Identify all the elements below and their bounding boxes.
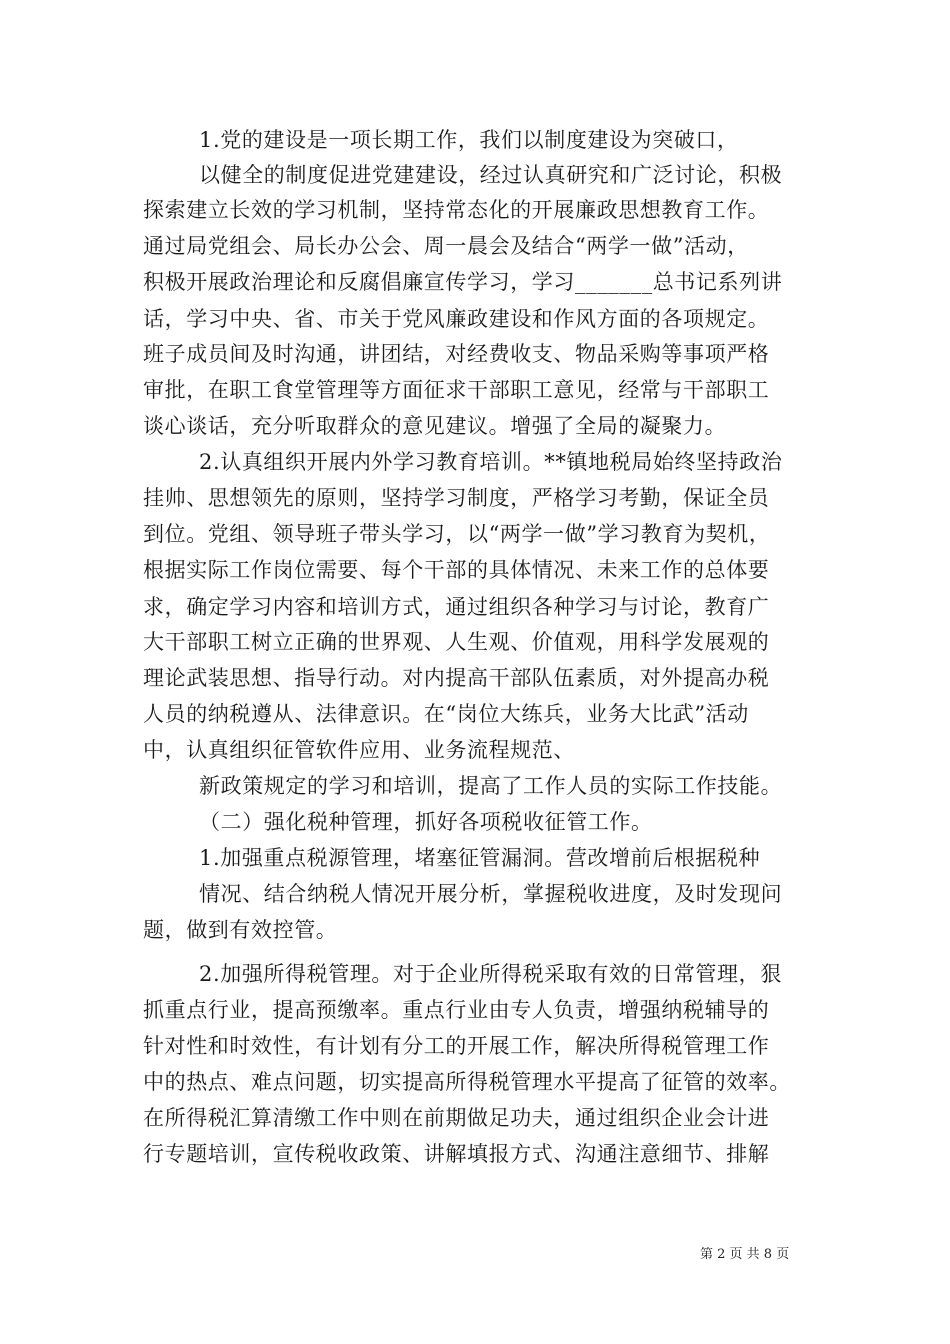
- paragraph-line: 到位。党组、领导班子带头学习，以“两学一做”学习教育为契机，: [143, 522, 771, 546]
- paragraph-line: 探索建立长效的学习机制，坚持常态化的开展廉政思想教育工作。: [143, 198, 770, 222]
- paragraph-line: 挂帅、思想领先的原则，坚持学习制度，严格学习考勤，保证全员: [143, 486, 770, 510]
- page-number: 第 2 页 共 8 页: [700, 1247, 790, 1262]
- paragraph-line: 中，认真组织征管软件应用、业务流程规范、: [143, 738, 575, 762]
- paragraph-line: 积极开展政治理论和反腐倡廉宣传学习，学习_______总书记系列讲: [143, 270, 783, 294]
- paragraph-line: 审批，在职工食堂管理等方面征求干部职工意见，经常与干部职工: [143, 378, 770, 402]
- paragraph-line: 针对性和时效性，有计划有分工的开展工作，解决所得税管理工作: [143, 1034, 770, 1058]
- paragraph-line: 2.加强所得税管理。对于企业所得税采取有效的日常管理，狠: [199, 962, 782, 986]
- paragraph-line: 1.加强重点税源管理，堵塞征管漏洞。营改增前后根据税种: [199, 846, 761, 870]
- paragraph-line: 话，学习中央、省、市关于党风廉政建设和作风方面的各项规定。: [143, 307, 770, 331]
- paragraph-line: 2.认真组织开展内外学习教育培训。**镇地税局始终坚持政治: [199, 450, 783, 474]
- paragraph-line: 在所得税汇算清缴工作中则在前期做足功夫，通过组织企业会计进: [143, 1106, 770, 1130]
- section-heading: （二）强化税种管理，抓好各项税收征管工作。: [199, 810, 653, 834]
- paragraph-line: 情况、结合纳税人情况开展分析，掌握税收进度，及时发现问: [199, 882, 783, 906]
- paragraph-line: 行专题培训，宣传税收政策、讲解填报方式、沟通注意细节、排解: [143, 1142, 770, 1166]
- paragraph-line: 以健全的制度促进党建建设，经过认真研究和广泛讨论，积极: [199, 163, 783, 187]
- paragraph-line: 大干部职工树立正确的世界观、人生观、价值观，用科学发展观的: [143, 630, 770, 654]
- paragraph-line: 谈心谈话，充分听取群众的意见建议。增强了全局的凝聚力。: [143, 414, 727, 438]
- paragraph-line: 1.党的建设是一项长期工作，我们以制度建设为突破口，: [199, 128, 739, 152]
- paragraph-line: 题，做到有效控管。: [143, 918, 338, 942]
- paragraph-line: 新政策规定的学习和培训，提高了工作人员的实际工作技能。: [199, 774, 783, 798]
- paragraph-line: 抓重点行业，提高预缴率。重点行业由专人负责，增强纳税辅导的: [143, 998, 770, 1022]
- paragraph-line: 通过局党组会、局长办公会、周一晨会及结合“两学一做”活动，: [143, 234, 749, 258]
- paragraph-line: 中的热点、难点问题，切实提高所得税管理水平提高了征管的效率。: [143, 1070, 791, 1094]
- paragraph-line: 人员的纳税遵从、法律意识。在“岗位大练兵，业务大比武”活动: [143, 702, 749, 726]
- paragraph-line: 根据实际工作岗位需要、每个干部的具体情况、未来工作的总体要: [143, 558, 770, 582]
- paragraph-line: 理论武装思想、指导行动。对内提高干部队伍素质，对外提高办税: [143, 666, 770, 690]
- paragraph-line: 班子成员间及时沟通，讲团结，对经费收支、物品采购等事项严格: [143, 342, 770, 366]
- paragraph-line: 求，确定学习内容和培训方式，通过组织各种学习与讨论，教育广: [143, 595, 770, 619]
